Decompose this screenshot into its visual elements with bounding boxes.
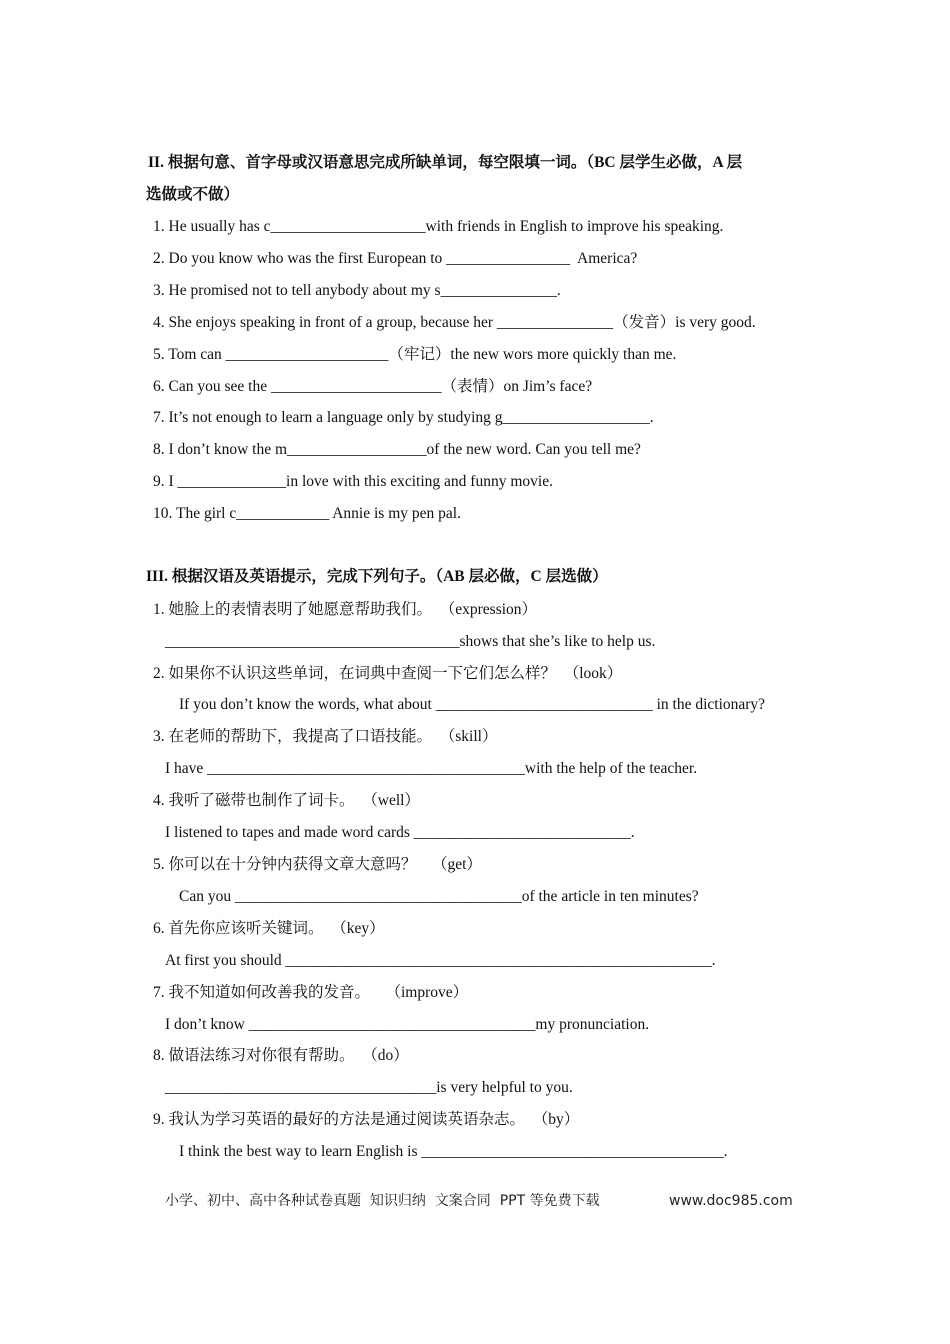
section-3-heading: III. 根据汉语及英语提示，完成下列句子。（AB 层必做，C 层选做） — [146, 568, 608, 585]
section-2-item: 7. It’s not enough to learn a language only by studying g___________________. — [153, 409, 654, 426]
section-3-prompt: 4. 我听了磁带也制作了词卡。 （well） — [153, 792, 420, 809]
section-3-answer-line: If you don’t know the words, what about ____________________________ in the dictionary? — [179, 696, 766, 713]
section-2-item: 3. He promised not to tell anybody about my s_______________. — [153, 282, 561, 299]
section-3-prompt: 3. 在老师的帮助下，我提高了口语技能。 （skill） — [153, 728, 498, 745]
section-3-answer-line: Can you _____________________________________of the article in ten minutes? — [179, 888, 699, 905]
section-3-answer-line: At first you should _______________________________________________________. — [165, 952, 716, 969]
section-2-item: 8. I don’t know the m__________________of the new word. Can you tell me? — [153, 441, 641, 458]
section-3-answer-line: I don’t know _____________________________________my pronunciation. — [165, 1016, 650, 1033]
section-3-prompt: 7. 我不知道如何改善我的发音。 （improve） — [153, 984, 469, 1001]
section-2-item: 6. Can you see the ______________________（表情）on Jim’s face? — [153, 378, 593, 395]
section-3-answer-line: ___________________________________is very helpful to you. — [165, 1079, 573, 1096]
section-2-item: 4. She enjoys speaking in front of a group, because her _______________（发音）is very good. — [153, 314, 756, 331]
section-2-heading-cont: 选做或不做） — [146, 186, 240, 203]
section-3-prompt: 9. 我认为学习英语的最好的方法是通过阅读英语杂志。 （by） — [153, 1111, 580, 1128]
section-2-item: 5. Tom can _____________________（牢记）the new wors more quickly than me. — [153, 346, 677, 363]
footer-text: 小学、初中、高中各种试卷真题 知识归纳 文案合同 PPT 等免费下载 — [165, 1193, 600, 1209]
section-3-answer-line: I think the best way to learn English is _______________________________________. — [179, 1143, 728, 1160]
section-3-prompt: 6. 首先你应该听关键词。 （key） — [153, 920, 385, 937]
section-3-prompt: 2. 如果你不认识这些单词，在词典中查阅一下它们怎么样？ （look） — [153, 665, 623, 682]
section-3-prompt: 1. 她脸上的表情表明了她愿意帮助我们。 （expression） — [153, 601, 538, 618]
section-3-answer-line: I have _________________________________________with the help of the teacher. — [165, 760, 698, 777]
section-3-answer-line: I listened to tapes and made word cards ____________________________. — [165, 824, 635, 841]
footer-url[interactable]: www.doc985.com — [669, 1193, 793, 1209]
section-3-prompt: 5. 你可以在十分钟内获得文章大意吗？ （get） — [153, 856, 482, 873]
section-3-prompt: 8. 做语法练习对你很有帮助。 （do） — [153, 1047, 409, 1064]
section-2-item: 9. I ______________in love with this exciting and funny movie. — [153, 473, 553, 490]
section-3-answer-line: ______________________________________shows that she’s like to help us. — [165, 633, 656, 650]
section-2-item: 10. The girl c____________ Annie is my pen pal. — [153, 505, 461, 522]
section-2-item: 2. Do you know who was the first European to ________________ America? — [153, 250, 638, 267]
section-2-heading: II. 根据句意、首字母或汉语意思完成所缺单词，每空限填一词。（BC 层学生必做，A 层 — [148, 154, 743, 171]
section-2-item: 1. He usually has c____________________with friends in English to improve his speaking. — [153, 218, 724, 235]
